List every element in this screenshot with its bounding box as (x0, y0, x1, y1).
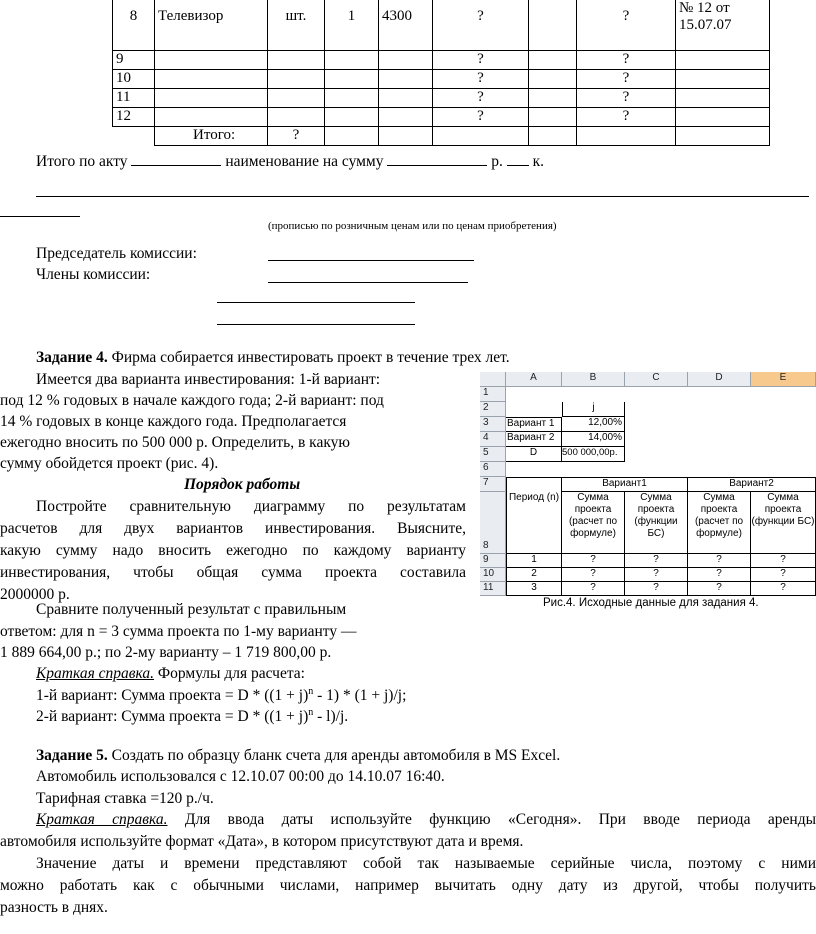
total-value: ? (268, 127, 325, 146)
table-cell (529, 0, 577, 51)
reference-label: Краткая справка. (36, 665, 155, 682)
table-cell: ? (577, 70, 676, 89)
task5-paragraph (0, 853, 816, 919)
cell-var2-header: Вариант2 (688, 477, 816, 492)
text-line: под 12 % годовых в начале каждого года; 2-й вариант: под (0, 392, 384, 409)
table-cell: Телевизор (155, 0, 268, 51)
task5-intro: Создать по образцу бланк счета для аренды автомобиля в MS Excel. (111, 747, 561, 764)
table-cell: ? (433, 51, 529, 70)
reference-line (36, 664, 305, 684)
cell-d: D (506, 447, 562, 462)
formula-text: - l)/j. (313, 708, 349, 725)
table-cell: ? (433, 108, 529, 127)
reference-label: Краткая справка. (36, 811, 168, 828)
task4-heading (36, 348, 510, 368)
sum-in-words-line (36, 196, 809, 197)
cell-sum-formula: Сумма проекта (расчет по формуле) (562, 492, 625, 554)
table-cell: 12 (113, 108, 155, 127)
task5-title: Задание 5. (36, 747, 108, 764)
cell-dval: 500 000,00р. (562, 447, 625, 462)
row-header: 7 (480, 477, 506, 492)
act-label: р. (491, 153, 503, 170)
table-cell: 1 (325, 0, 379, 51)
cell-n: 3 (506, 582, 562, 596)
text-line: какую сумму надо вносить ежегодно по каждому варианту (0, 542, 466, 559)
table-cell: ? (433, 0, 529, 51)
text-line: 2000000 р. (0, 586, 70, 603)
cell-q: ? (562, 568, 625, 582)
table-cell: ? (577, 89, 676, 108)
row-header: 6 (480, 462, 506, 477)
table-cell: 11 (113, 89, 155, 108)
formula-text: 1-й вариант: Сумма проекта = D * ((1 + j) (36, 687, 309, 704)
table-cell: ? (433, 89, 529, 108)
corner-cell (480, 372, 506, 387)
text-line: ответом: для n = 3 сумма проекта по 1-му варианту — (0, 623, 357, 640)
cell-q: ? (751, 582, 816, 596)
act-label: к. (532, 153, 545, 170)
cell-rate1: 12,00% (562, 417, 625, 432)
text-line: 1 889 664,00 р.; по 2-му варианту – 1 719 800,00 р. (0, 644, 332, 661)
table-cell: ? (433, 70, 529, 89)
table-cell: шт. (268, 0, 325, 51)
table-cell: 4300 (379, 0, 433, 51)
cell-q: ? (625, 568, 688, 582)
text-line: Имеется два варианта инвестирования: 1-й вариант: (36, 371, 381, 388)
member-signature-line (268, 282, 468, 283)
text-line: Значение даты и времени представляют собой так называемые серийные числа, поэтому с ними (36, 855, 816, 872)
text-line: Сравните полученный результат с правильным (36, 601, 347, 618)
table-cell: ? (577, 51, 676, 70)
text-line: 14 % годовых в конце каждого года. Предполагается (0, 413, 347, 430)
column-header: A (506, 372, 562, 387)
spreadsheet-figure (480, 372, 816, 598)
sum-in-words-line-cont (0, 216, 80, 217)
row-header: 4 (480, 432, 506, 447)
cell-q: ? (562, 582, 625, 596)
table-cell: ? (577, 0, 676, 51)
table-cell: № 12 от 15.07.07 (676, 0, 770, 51)
formula-exponent: n (308, 685, 314, 697)
member-signature-line (217, 302, 415, 303)
text-line: Для ввода даты используйте функцию «Сегодня». При вводе периода аренды (184, 811, 816, 828)
formula-1 (36, 686, 406, 706)
cell-q: ? (562, 554, 625, 568)
cell-q: ? (625, 554, 688, 568)
cell-sum-formula: Сумма проекта (расчет по формуле) (688, 492, 751, 554)
table-row (113, 108, 770, 127)
order-title: Порядок работы (184, 476, 301, 493)
table-row (113, 51, 770, 70)
text-line: расчетов для двух вариантов инвестирования. Выясните, (0, 520, 466, 537)
act-label: наименование на сумму (225, 153, 384, 170)
text-line: сумму обойдется проект (рис. 4). (0, 455, 219, 472)
note-text: (прописью по розничным ценам или по ценам приобретения) (268, 220, 557, 232)
column-header: D (688, 372, 751, 387)
chair-signature-line (268, 260, 474, 261)
cell-period: Период (n) (506, 477, 562, 554)
formula-2 (36, 707, 348, 727)
text-line: ежегодно вносить по 500 000 р. Определить, в какую (0, 434, 350, 451)
row-header: 8 (480, 492, 506, 554)
task4-intro: Фирма собирается инвестировать проект в течение трех лет. (111, 349, 510, 366)
cell-j: j (562, 402, 625, 417)
cell-sum-func: Сумма проекта (функции БС) (751, 492, 816, 554)
cell-q: ? (688, 568, 751, 582)
member-signature-line (217, 324, 415, 325)
figure-caption: Рис.4. Исходные данные для задания 4. (543, 597, 759, 609)
table-cell: 10 (113, 70, 155, 89)
chair-label: Председатель комиссии: (36, 245, 197, 262)
table-row (113, 70, 770, 89)
text-line: можно работать как с обычными числами, например вычитать одну дату из другой, чтобы получить (0, 877, 816, 894)
cell-variant2: Вариант 2 (506, 432, 562, 447)
total-label: Итого: (155, 127, 268, 146)
text-line: Автомобиль использовался с 12.10.07 00:00 до 14.10.07 16:40. (36, 768, 445, 785)
cell-q: ? (688, 554, 751, 568)
text-line: автомобиля используйте формат «Дата», в котором присутствуют дата и время. (0, 833, 524, 850)
row-header: 3 (480, 417, 506, 432)
formula-text: - 1) * (1 + j)/j; (313, 687, 407, 704)
task5-heading (36, 746, 560, 766)
column-header: E (751, 372, 816, 387)
cell-q: ? (751, 568, 816, 582)
task4-paragraph (0, 496, 466, 606)
row-header: 11 (480, 582, 506, 596)
cell-n: 1 (506, 554, 562, 568)
row-header: 1 (480, 387, 506, 402)
text-line: Тарифная ставка =120 р./ч. (36, 790, 214, 807)
cell-variant1: Вариант 1 (506, 417, 562, 432)
cell-n: 2 (506, 568, 562, 582)
row-header: 2 (480, 402, 506, 417)
text-line: инвестирования, чтобы общая сумма проекта составила (0, 564, 466, 581)
formula-exponent: n (308, 706, 314, 718)
text-line: разность в днях. (0, 899, 108, 916)
column-header: B (562, 372, 625, 387)
items-table (112, 0, 770, 146)
row-header: 5 (480, 447, 506, 462)
cell-var1-header: Вариант1 (562, 477, 688, 492)
cell-q: ? (688, 582, 751, 596)
table-row (113, 0, 770, 51)
cell-rate2: 14,00% (562, 432, 625, 447)
table-cell: ? (577, 108, 676, 127)
column-header: C (625, 372, 688, 387)
reference-text: Формулы для расчета: (157, 665, 305, 682)
row-header: 9 (480, 554, 506, 568)
cell-sum-func: Сумма проекта (функции БС) (625, 492, 688, 554)
cell-q: ? (625, 582, 688, 596)
formula-text: 2-й вариант: Сумма проекта = D * ((1 + j) (36, 708, 309, 725)
table-cell: 9 (113, 51, 155, 70)
task5-reference (0, 809, 816, 853)
members-label: Члены комиссии: (36, 266, 151, 283)
act-label: Итого по акту (36, 153, 128, 170)
act-total-line (36, 152, 544, 172)
table-cell: 8 (113, 0, 155, 51)
task4-title: Задание 4. (36, 349, 108, 366)
cell-q: ? (751, 554, 816, 568)
text-line: Постройте сравнительную диаграмму по результатам (36, 498, 466, 515)
row-header: 10 (480, 568, 506, 582)
table-row (113, 89, 770, 108)
table-row-total (113, 127, 770, 146)
